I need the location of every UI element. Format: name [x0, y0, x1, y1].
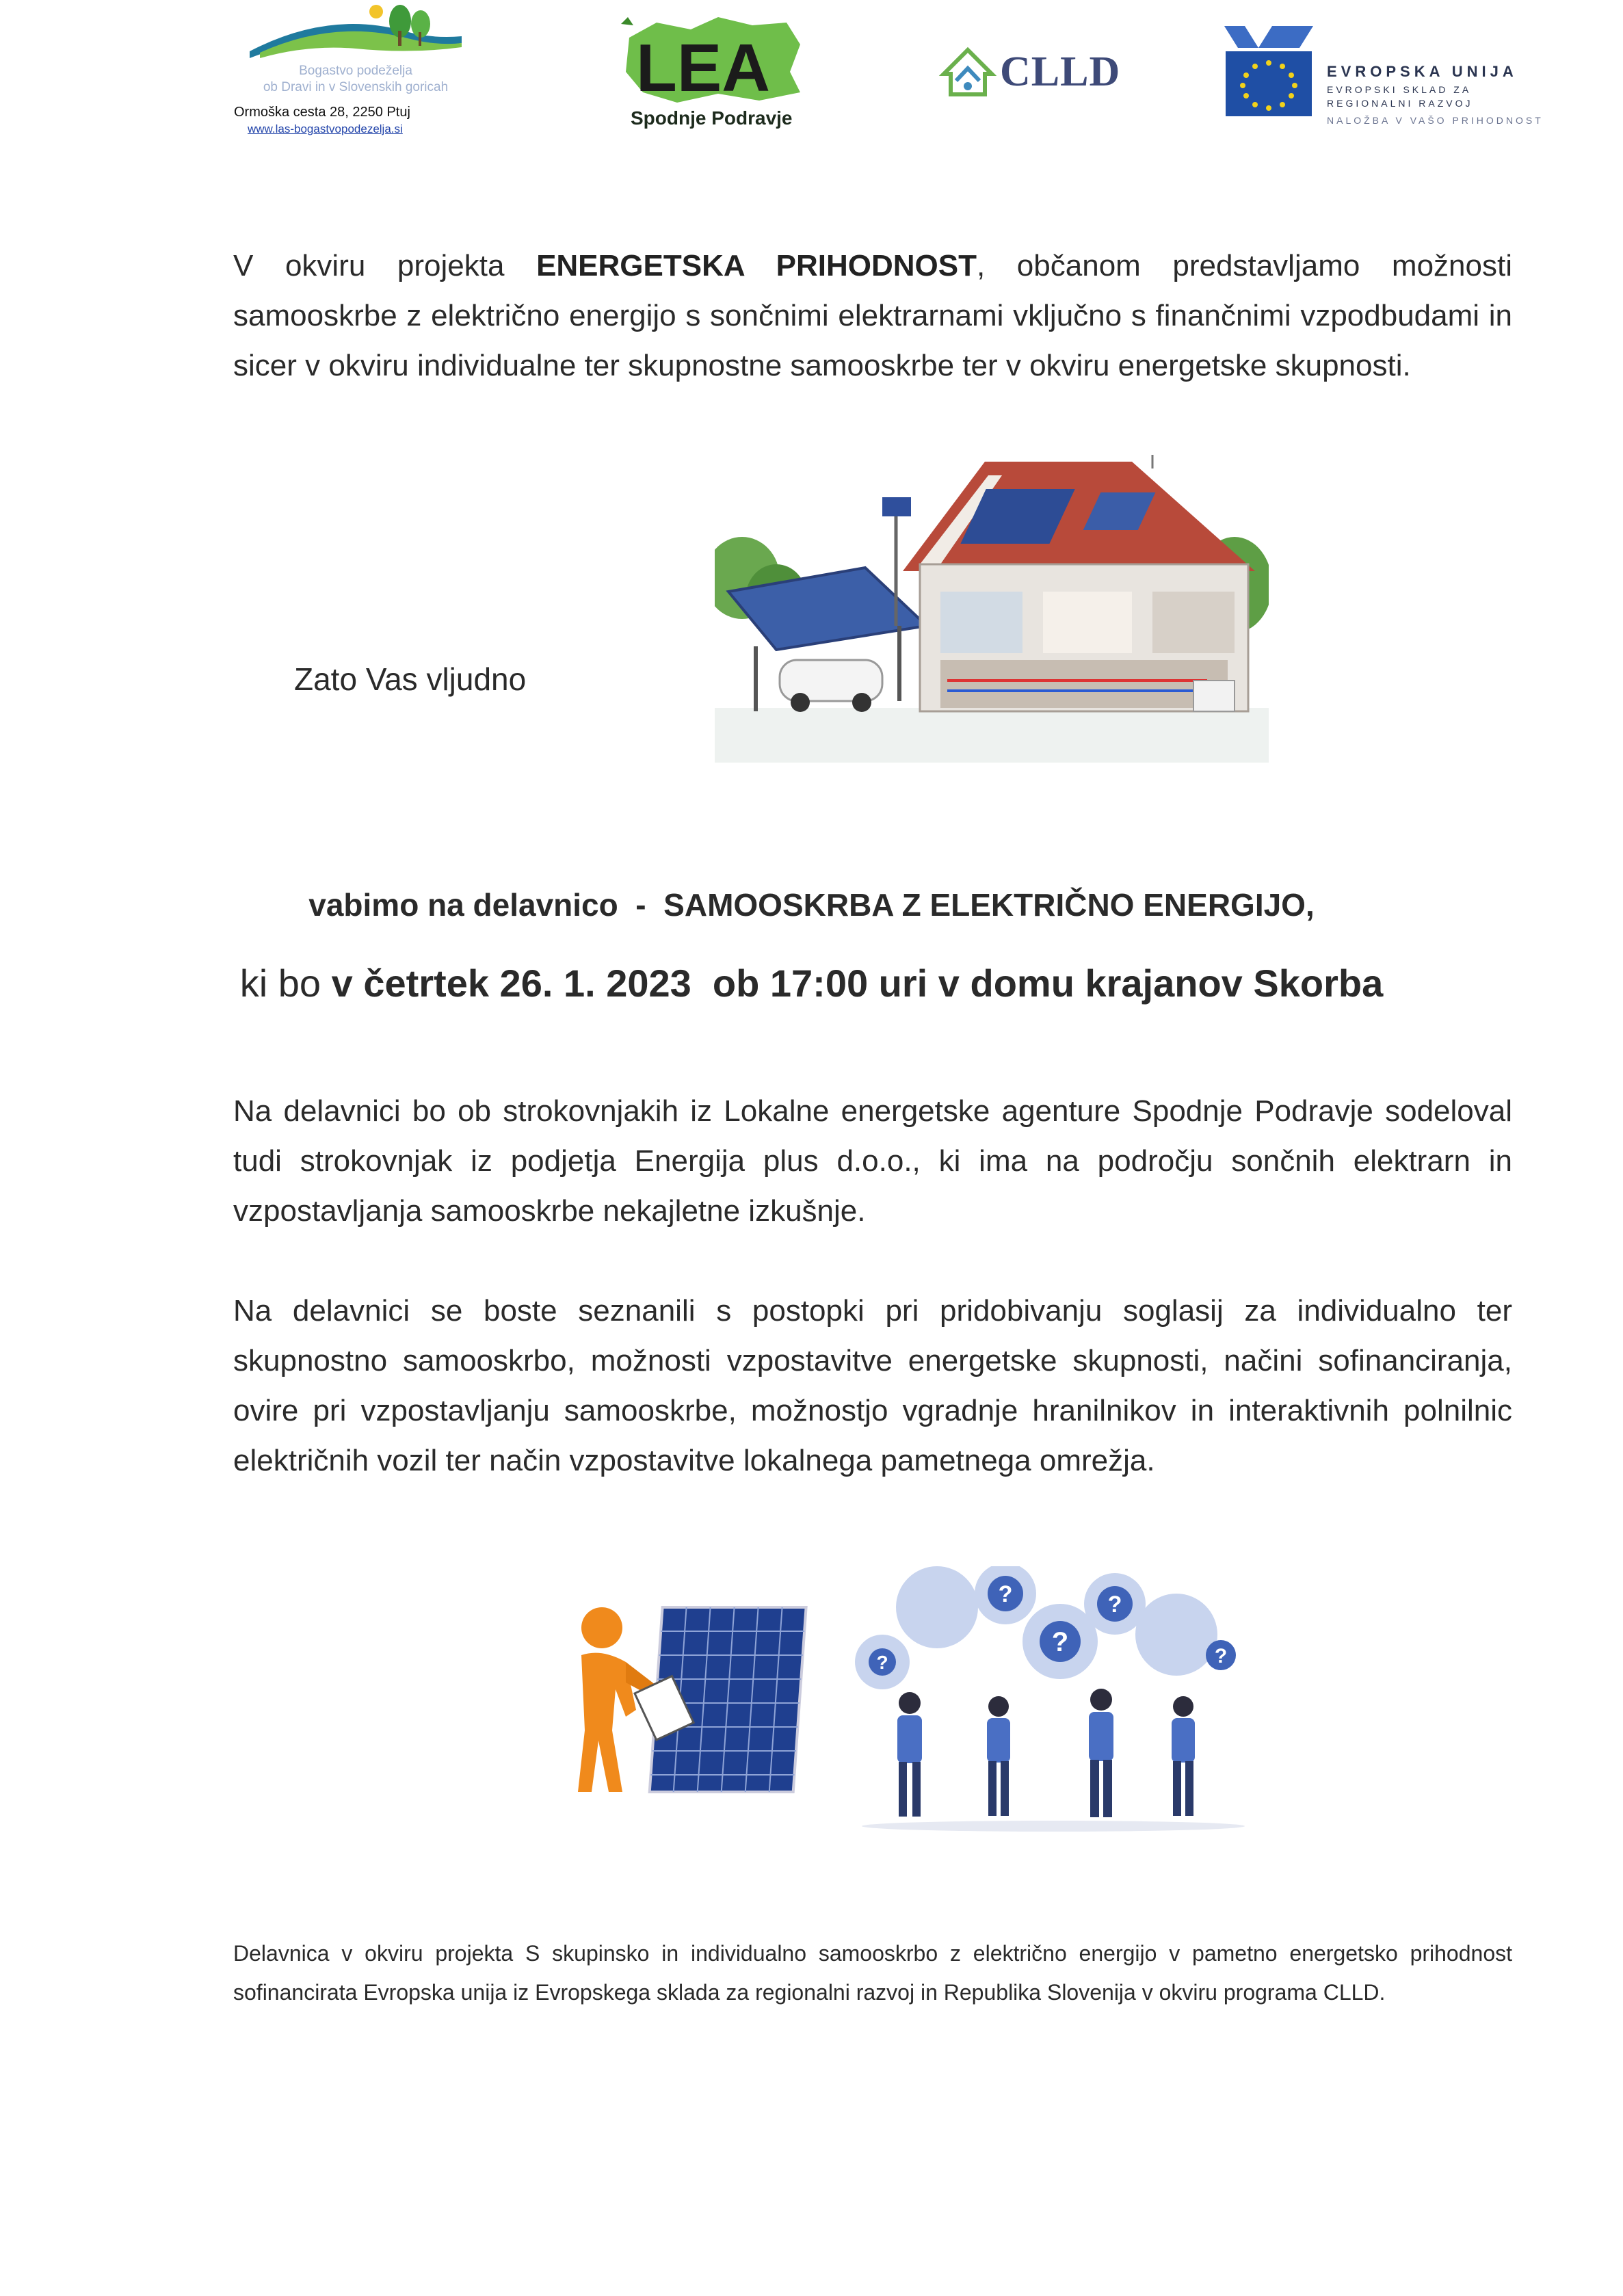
workshop-date	[0, 961, 1623, 1005]
date-details: v četrtek 26. 1. 2023 ob 17:00 uri v domu krajanov Skorba	[331, 962, 1384, 1005]
svg-text:?: ?	[998, 1581, 1013, 1607]
solar-panel-worker-illustration	[561, 1594, 814, 1806]
clld-name: CLLD	[1000, 49, 1121, 95]
intro-paragraph	[233, 241, 1512, 391]
eu-title: EVROPSKA UNIJA	[1327, 63, 1518, 80]
invitation-lead: Zato Vas vljudno	[294, 661, 527, 697]
las-logo	[226, 3, 486, 140]
topics-paragraph: Na delavnici se boste seznanili s postopki pri pridobivanju soglasij za individualno ter skupnostno samooskrbo, možnosti vzpostavitve energetske skupnosti, načini sofinanciranja, ovire pri vzpostavljanju samooskrbe, možnostjo vgradnje hranilnikov in interaktivnih polnilnic električnih vozil ter način vzpostavitve lokalnega pametnega omrežja.	[233, 1294, 1512, 1477]
clld-house-icon	[937, 40, 999, 101]
intro-text-start: V okviru projekta	[233, 249, 537, 282]
eu-logo	[1217, 21, 1600, 130]
svg-text:?: ?	[876, 1652, 888, 1673]
svg-text:?: ?	[1051, 1627, 1069, 1657]
experts-paragraph: Na delavnici bo ob strokovnjakih iz Lokalne energetske agenture Spodnje Podravje sodeloval tudi strokovnjak iz podjetja Energija plus d.o.o., ki ima na področju sončnih elektrarn in vzpostavljanja samooskrbe nekajletne izkušnje.	[233, 1094, 1512, 1228]
las-tagline: Bogastvo podeželja	[299, 64, 412, 78]
people-questions-illustration	[855, 1566, 1252, 1833]
las-website-link[interactable]: www.las-bogastvopodezelja.si	[248, 122, 403, 135]
svg-text:?: ?	[1107, 1592, 1122, 1618]
lea-name: LEA	[636, 30, 770, 105]
project-name: ENERGETSKA PRIHODNOST	[536, 249, 977, 282]
las-logo-icon	[246, 3, 465, 65]
date-prefix: ki bo	[239, 962, 332, 1005]
las-address: Ormoška cesta 28, 2250 Ptuj	[234, 105, 410, 120]
lea-map-icon	[616, 10, 807, 109]
las-tagline-2: ob Dravi in v Slovenskih goricah	[263, 80, 449, 94]
intro-text-end: , občanom predstavljamo možnosti samooskrbe z električno energijo s sončnimi elektrarnami vključno s finančnimi vzpodbudami in sicer v okviru individualne ter skupnostne samooskrbe ter v okviru energetske skupnosti.	[233, 249, 1512, 382]
eu-fund-line-1: EVROPSKI SKLAD ZA	[1327, 84, 1472, 95]
lea-subtitle: Spodnje Podravje	[631, 107, 793, 129]
lea-logo	[616, 10, 807, 133]
solar-house-illustration	[715, 455, 1269, 763]
clld-logo	[937, 27, 1142, 116]
eu-flag-icon	[1217, 21, 1320, 123]
funding-note: Delavnica v okviru projekta S skupinsko in individualno samooskrbo z električno energijo v pametno energetsko prihodnost sofinancirata Evropska unija iz Evropskega sklada za regionalni razvoj in Republika Slovenija v okviru programa CLLD.	[233, 1941, 1512, 2005]
svg-text:?: ?	[1214, 1645, 1228, 1667]
eu-slogan: NALOŽBA V VAŠO PRIHODNOST	[1327, 115, 1544, 126]
eu-fund-line-2: REGIONALNI RAZVOJ	[1327, 98, 1473, 109]
workshop-title: vabimo na delavnico - SAMOOSKRBA Z ELEKTRIČNO ENERGIJO,	[308, 887, 1315, 923]
